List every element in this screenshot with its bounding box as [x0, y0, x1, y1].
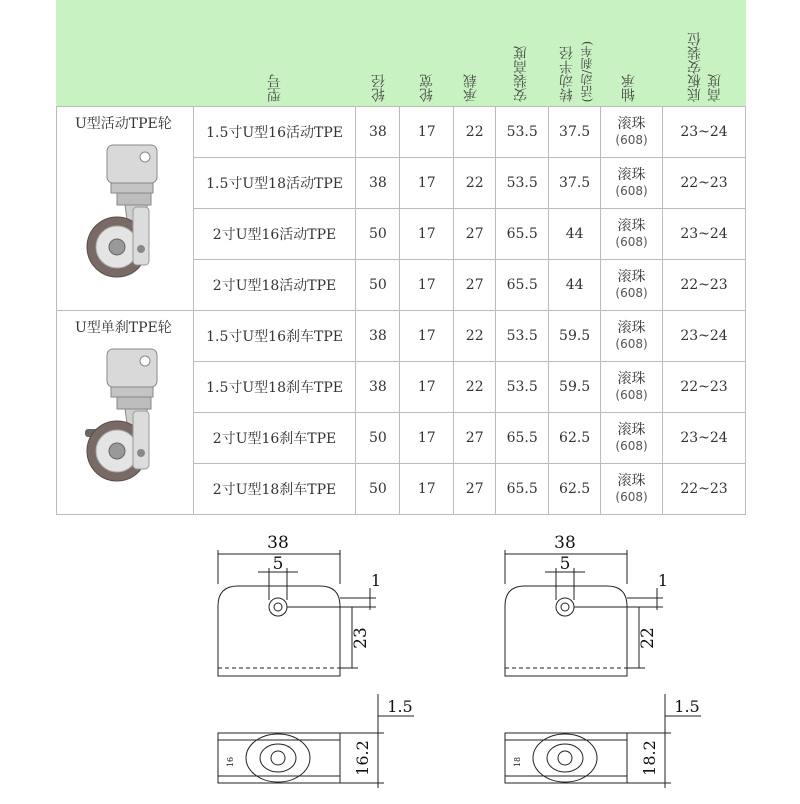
top-offset-dimension: 1 [370, 571, 382, 590]
bearing-cell [601, 362, 663, 413]
width-cell: 17 [400, 464, 454, 515]
width-cell: 17 [400, 260, 454, 311]
install-height-cell: 65.5 [496, 464, 549, 515]
front-view-outline [505, 586, 627, 676]
plate-height-cell: 23~24 [663, 311, 746, 362]
diameter-cell: 38 [356, 107, 400, 158]
header-turning-radius-sub: (活动/刹车) [580, 40, 594, 102]
header-install-height: 安装高度 [513, 46, 529, 102]
diameter-cell: 50 [356, 260, 400, 311]
mount-hole [556, 598, 574, 616]
load-cell: 22 [454, 362, 496, 413]
plate-height-cell: 22~23 [663, 260, 746, 311]
swivel-caster-image [77, 137, 177, 291]
turning-radius-cell: 44 [549, 209, 601, 260]
load-cell: 22 [454, 107, 496, 158]
width-cell: 17 [400, 107, 454, 158]
bearing-type: 滚珠 [617, 218, 646, 234]
load-cell: 27 [454, 260, 496, 311]
table-header-band [56, 0, 746, 106]
install-height-cell: 53.5 [496, 158, 549, 209]
model-cell: 1.5寸U型16刹车TPE [193, 311, 356, 362]
bearing-code: (608) [615, 337, 648, 351]
load-cell: 22 [454, 158, 496, 209]
width-dimension: 38 [267, 533, 289, 553]
bearing-code: (608) [615, 286, 648, 300]
bearing-type: 滚珠 [617, 269, 646, 285]
model-cell: 1.5寸U型18活动TPE [193, 158, 356, 209]
bearing-cell [601, 260, 663, 311]
depth-dimension: 18.2 [640, 740, 659, 776]
bearing-cell [601, 158, 663, 209]
bearing-code: (608) [615, 490, 648, 504]
plate-height-cell: 22~23 [663, 158, 746, 209]
plate-thickness-dimension: 1.5 [387, 697, 413, 716]
bearing-type: 滚珠 [617, 320, 646, 336]
bearing-code: (608) [615, 184, 648, 198]
diameter-cell: 38 [356, 362, 400, 413]
side-mark: 18 [513, 756, 522, 768]
drawing-left [218, 533, 414, 788]
install-height-cell: 65.5 [496, 209, 549, 260]
width-cell: 17 [400, 362, 454, 413]
plate-thickness-dimension: 1.5 [674, 697, 700, 716]
axle-hole [271, 751, 285, 765]
dimension-drawings [56, 518, 746, 800]
top-offset-dimension: 1 [657, 571, 669, 590]
brake-caster-image [77, 341, 177, 495]
turning-radius-cell: 59.5 [549, 362, 601, 413]
diameter-cell: 50 [356, 209, 400, 260]
bearing-cell [601, 311, 663, 362]
bearing-cell [601, 413, 663, 464]
install-height-cell: 65.5 [496, 260, 549, 311]
turning-radius-cell: 44 [549, 260, 601, 311]
category-cell [57, 107, 194, 311]
width-cell: 17 [400, 209, 454, 260]
model-cell: 1.5寸U型16活动TPE [193, 107, 356, 158]
plate-height-cell: 22~23 [663, 464, 746, 515]
hole-dimension: 5 [559, 554, 571, 574]
bearing-code: (608) [615, 133, 648, 147]
load-cell: 27 [454, 209, 496, 260]
header-plate-position-2: 高度 [707, 74, 723, 102]
plate-height-cell: 23~24 [663, 209, 746, 260]
mount-hole [269, 598, 287, 616]
diameter-cell: 50 [356, 464, 400, 515]
model-cell: 2寸U型18刹车TPE [193, 464, 356, 515]
plate-height-cell: 22~23 [663, 362, 746, 413]
install-height-cell: 65.5 [496, 413, 549, 464]
dimension-drawings-svg [56, 518, 746, 800]
header-load: 承载 [463, 74, 479, 102]
turning-radius-cell: 37.5 [549, 158, 601, 209]
turning-radius-cell: 59.5 [549, 311, 601, 362]
install-height-cell: 53.5 [496, 362, 549, 413]
width-cell: 17 [400, 413, 454, 464]
height-dimension: 22 [638, 627, 658, 649]
table-row [57, 311, 746, 362]
bearing-cell [601, 464, 663, 515]
bearing-type: 滚珠 [617, 473, 646, 489]
bearing-type: 滚珠 [617, 371, 646, 387]
axle-housing [533, 734, 597, 782]
axle-housing [246, 734, 310, 782]
header-wheel-diameter: 轮径 [371, 74, 387, 102]
bearing-type: 滚珠 [617, 167, 646, 183]
axle-ring [260, 744, 296, 772]
header-plate-position: 底板安装位 [687, 32, 703, 102]
header-model: 型号 [267, 74, 283, 102]
side-mark: 16 [226, 756, 235, 768]
install-height-cell: 53.5 [496, 311, 549, 362]
category-cell [57, 311, 194, 515]
header-bearing: 轴承 [621, 74, 637, 102]
install-height-cell: 53.5 [496, 107, 549, 158]
depth-dimension: 16.2 [353, 740, 372, 776]
bearing-type: 滚珠 [617, 116, 646, 132]
plate-height-cell: 23~24 [663, 107, 746, 158]
table-row [57, 107, 746, 158]
mount-hole-inner [561, 603, 569, 611]
header-turning-radius: 转动半径 [559, 46, 575, 102]
width-cell: 17 [400, 311, 454, 362]
width-cell: 17 [400, 158, 454, 209]
bearing-type: 滚珠 [617, 422, 646, 438]
header-wheel-width: 轮宽 [419, 74, 435, 102]
front-view-outline [218, 586, 340, 676]
load-cell: 27 [454, 413, 496, 464]
axle-ring [547, 744, 583, 772]
model-cell: 2寸U型16活动TPE [193, 209, 356, 260]
model-cell: 2寸U型18活动TPE [193, 260, 356, 311]
bearing-cell [601, 209, 663, 260]
diameter-cell: 50 [356, 413, 400, 464]
diameter-cell: 38 [356, 311, 400, 362]
height-dimension: 23 [351, 627, 371, 649]
spec-table [56, 106, 746, 515]
plate-height-cell: 23~24 [663, 413, 746, 464]
turning-radius-cell: 62.5 [549, 464, 601, 515]
model-cell: 2寸U型16刹车TPE [193, 413, 356, 464]
axle-hole [558, 751, 572, 765]
turning-radius-cell: 37.5 [549, 107, 601, 158]
drawing-right [505, 533, 701, 788]
model-cell: 1.5寸U型18刹车TPE [193, 362, 356, 413]
bearing-code: (608) [615, 439, 648, 453]
width-dimension: 38 [554, 533, 576, 553]
mount-hole-inner [274, 603, 282, 611]
spec-sheet [56, 0, 746, 800]
category-label: U型活动TPE轮 [75, 116, 172, 132]
load-cell: 22 [454, 311, 496, 362]
category-label: U型单刹TPE轮 [75, 320, 172, 336]
bearing-cell [601, 107, 663, 158]
bearing-code: (608) [615, 235, 648, 249]
turning-radius-cell: 62.5 [549, 413, 601, 464]
bearing-code: (608) [615, 388, 648, 402]
diameter-cell: 38 [356, 158, 400, 209]
load-cell: 27 [454, 464, 496, 515]
hole-dimension: 5 [272, 554, 284, 574]
